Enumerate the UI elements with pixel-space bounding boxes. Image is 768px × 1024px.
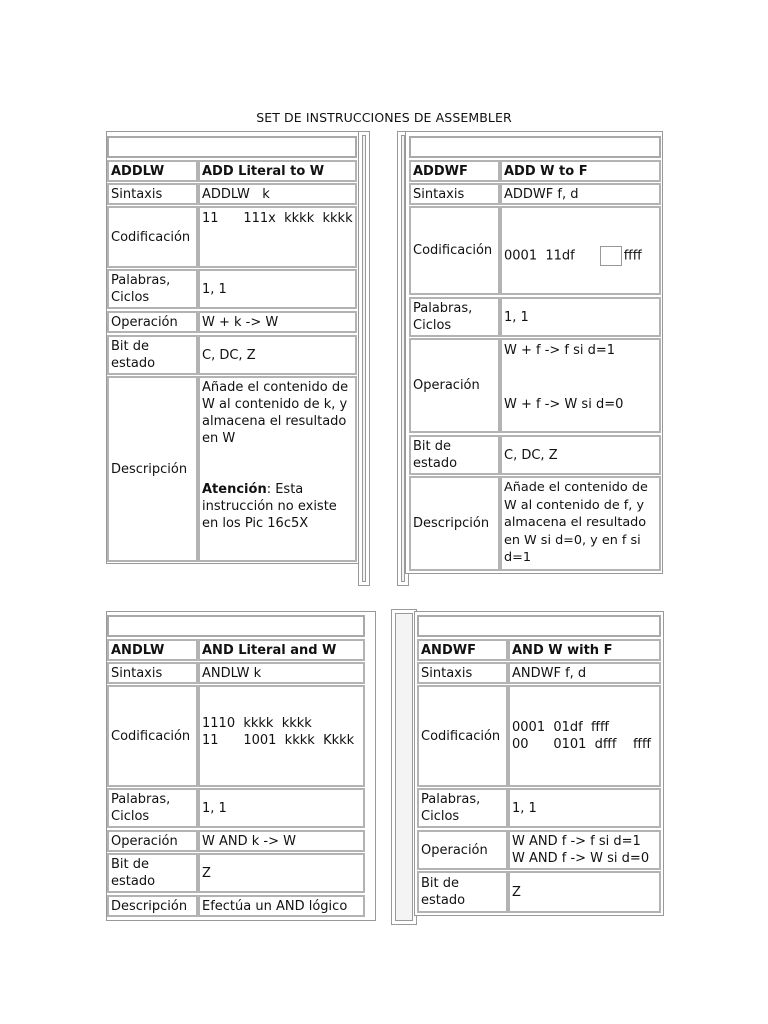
andlw-codificacion-label: Codificación — [107, 685, 198, 787]
addwf-header-row — [409, 136, 661, 158]
andlw-palabras: 1, 1 — [198, 788, 365, 828]
addlw-header-row — [107, 136, 357, 158]
page-title: SET DE INSTRUCCIONES DE ASSEMBLER — [256, 110, 512, 125]
addwf-operacion-line1: W + f -> f si d=1 — [504, 343, 616, 358]
addlw-mnemonic: ADDLW — [107, 160, 198, 182]
andlw-sintaxis: ANDLW k — [198, 662, 365, 684]
addlw-atencion — [202, 481, 353, 532]
andlw-palabras-label: Palabras, Ciclos — [107, 788, 198, 828]
addlw-palabras: 1, 1 — [198, 269, 357, 309]
addwf-sintaxis: ADDWF f, d — [500, 183, 661, 205]
addwf-descripcion: Añade el contenido de W al contenido de f, y almacena el resultado en W si d=0, y en f si d=1 — [500, 476, 661, 571]
addlw-side-bar — [358, 131, 370, 586]
andwf-operacion — [508, 830, 661, 870]
addlw-descripcion — [198, 376, 357, 562]
addwf-palabras-label: Palabras, Ciclos — [409, 297, 500, 337]
addwf-operacion-line2: W + f -> W si d=0 — [504, 397, 624, 412]
addlw-sintaxis-label: Sintaxis — [107, 183, 198, 205]
andwf-codificacion — [508, 685, 661, 787]
addlw-operacion-label: Operación — [107, 311, 198, 333]
addwf-mnemonic: ADDWF — [409, 160, 500, 182]
andlw-codificacion-line2: 11 1001 kkkk Kkkk — [202, 733, 355, 748]
andlw-bit: Z — [198, 853, 365, 893]
andwf-codificacion-label: Codificación — [417, 685, 508, 787]
andwf-operacion-label: Operación — [417, 830, 508, 870]
andlw-sintaxis-label: Sintaxis — [107, 662, 198, 684]
addwf-codificacion-line1 — [504, 246, 657, 266]
addlw-bit-label: Bit de estado — [107, 335, 198, 375]
addwf-codificacion-label: Codificación — [409, 206, 500, 295]
addwf-palabras: 1, 1 — [500, 297, 661, 337]
andlw-name: AND Literal and W — [198, 639, 365, 661]
addwf-codificacion — [500, 206, 661, 295]
addwf-operacion-label: Operación — [409, 338, 500, 433]
andlw-codificacion — [198, 685, 365, 787]
addlw-descripcion-label: Descripción — [107, 376, 198, 562]
addlw-atencion-text: : Esta instrucción no existe en los Pic 16c5X — [202, 482, 337, 531]
addwf-name: ADD W to F — [500, 160, 661, 182]
addwf-codificacion-part2: ffff — [623, 248, 642, 264]
andlw-operacion: W AND k -> W — [198, 830, 365, 852]
andlw-descripcion-label: Descripción — [107, 895, 198, 917]
andwf-name: AND W with F — [508, 639, 661, 661]
andwf-operacion-line2: W AND f -> W si d=0 — [512, 851, 650, 866]
addwf-descripcion-label: Descripción — [409, 476, 500, 571]
addlw-descripcion-text: Añade el contenido de W al contenido de k, y almacena el resultado en W — [202, 380, 349, 446]
andwf-bit: Z — [508, 871, 661, 913]
addlw-sintaxis: ADDLW k — [198, 183, 357, 205]
addwf-sintaxis-label: Sintaxis — [409, 183, 500, 205]
addlw-operacion: W + k -> W — [198, 311, 357, 333]
andwf-bit-label: Bit de estado — [417, 871, 508, 913]
addlw-codificacion-label: Codificación — [107, 206, 198, 268]
addlw-bit: C, DC, Z — [198, 335, 357, 375]
addlw-palabras-label: Palabras, Ciclos — [107, 269, 198, 309]
andlw-mnemonic: ANDLW — [107, 639, 198, 661]
andlw-descripcion: Efectúa un AND lógico — [198, 895, 365, 917]
addwf-bit: C, DC, Z — [500, 435, 661, 475]
andwf-operacion-line1: W AND f -> f si d=1 — [512, 834, 641, 849]
andwf-sintaxis: ANDWF f, d — [508, 662, 661, 684]
andwf-palabras: 1, 1 — [508, 788, 661, 828]
andwf-sintaxis-label: Sintaxis — [417, 662, 508, 684]
addlw-name: ADD Literal to W — [198, 160, 357, 182]
andwf-codificacion-line2: 00 0101 dfff ffff — [512, 737, 651, 752]
andwf-mnemonic: ANDWF — [417, 639, 508, 661]
addwf-operacion — [500, 338, 661, 433]
addwf-codificacion-part1: 0001 11df — [504, 248, 575, 264]
andwf-palabras-label: Palabras, Ciclos — [417, 788, 508, 828]
andwf-header-row — [417, 615, 661, 637]
andlw-bit-label: Bit de estado — [107, 853, 198, 893]
addlw-codificacion: 11 111x kkkk kkkk — [198, 206, 357, 268]
andlw-operacion-label: Operación — [107, 830, 198, 852]
andlw-header-row — [107, 615, 365, 637]
andlw-codificacion-line1: 1110 kkkk kkkk — [202, 716, 312, 731]
addlw-atencion-label: Atención — [202, 482, 267, 497]
addwf-codificacion-blank-box — [600, 246, 622, 266]
addwf-bit-label: Bit de estado — [409, 435, 500, 475]
andwf-codificacion-line1: 0001 01df ffff — [512, 720, 609, 735]
